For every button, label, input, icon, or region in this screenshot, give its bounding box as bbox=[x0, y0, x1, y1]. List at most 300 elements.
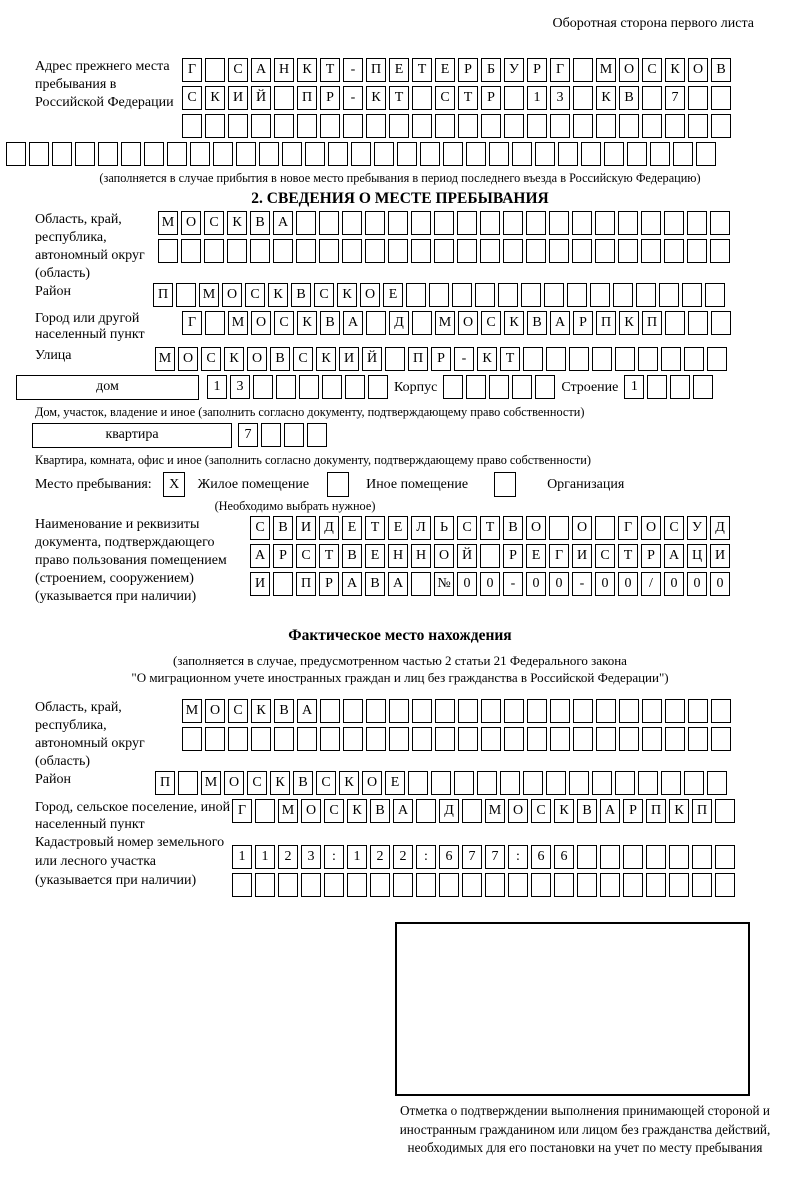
char-cell[interactable] bbox=[642, 114, 662, 138]
char-cell[interactable]: А bbox=[550, 311, 570, 335]
char-cell[interactable] bbox=[435, 114, 455, 138]
char-cell[interactable]: О bbox=[688, 58, 708, 82]
char-cell[interactable] bbox=[669, 873, 689, 897]
char-cell[interactable]: А bbox=[273, 211, 293, 235]
char-cell[interactable]: С bbox=[481, 311, 501, 335]
char-cell[interactable] bbox=[388, 211, 408, 235]
char-cell[interactable] bbox=[688, 114, 708, 138]
char-cell[interactable] bbox=[647, 375, 667, 399]
char-cell[interactable]: В bbox=[527, 311, 547, 335]
char-cell[interactable]: О bbox=[224, 771, 244, 795]
char-cell[interactable]: Е bbox=[388, 516, 408, 540]
char-cell[interactable] bbox=[665, 114, 685, 138]
char-cell[interactable]: С bbox=[531, 799, 551, 823]
char-cell[interactable]: 2 bbox=[393, 845, 413, 869]
char-cell[interactable] bbox=[642, 86, 662, 110]
char-cell[interactable]: Т bbox=[500, 347, 520, 371]
char-cell[interactable]: Т bbox=[618, 544, 638, 568]
char-cell[interactable] bbox=[182, 727, 202, 751]
char-cell[interactable]: О bbox=[301, 799, 321, 823]
char-cell[interactable] bbox=[255, 799, 275, 823]
char-cell[interactable] bbox=[688, 311, 708, 335]
char-cell[interactable]: - bbox=[572, 572, 592, 596]
char-cell[interactable] bbox=[75, 142, 95, 166]
char-cell[interactable]: А bbox=[343, 311, 363, 335]
char-cell[interactable] bbox=[411, 211, 431, 235]
char-cell[interactable]: П bbox=[153, 283, 173, 307]
char-cell[interactable] bbox=[485, 873, 505, 897]
char-cell[interactable]: С bbox=[293, 347, 313, 371]
char-cell[interactable] bbox=[642, 727, 662, 751]
char-cell[interactable]: К bbox=[297, 311, 317, 335]
char-cell[interactable] bbox=[711, 699, 731, 723]
char-cell[interactable]: М bbox=[278, 799, 298, 823]
char-cell[interactable]: П bbox=[642, 311, 662, 335]
char-cell[interactable] bbox=[596, 727, 616, 751]
char-cell[interactable] bbox=[434, 211, 454, 235]
char-cell[interactable]: К bbox=[227, 211, 247, 235]
char-cell[interactable] bbox=[684, 347, 704, 371]
char-cell[interactable] bbox=[707, 771, 727, 795]
char-cell[interactable] bbox=[397, 142, 417, 166]
char-cell[interactable] bbox=[623, 873, 643, 897]
char-cell[interactable] bbox=[324, 873, 344, 897]
char-cell[interactable]: Й bbox=[251, 86, 271, 110]
char-cell[interactable] bbox=[416, 799, 436, 823]
char-cell[interactable]: Г bbox=[549, 544, 569, 568]
char-cell[interactable] bbox=[523, 347, 543, 371]
char-cell[interactable] bbox=[693, 375, 713, 399]
char-cell[interactable] bbox=[480, 239, 500, 263]
char-cell[interactable] bbox=[558, 142, 578, 166]
char-cell[interactable]: Ь bbox=[434, 516, 454, 540]
char-cell[interactable]: 1 bbox=[232, 845, 252, 869]
char-cell[interactable] bbox=[642, 699, 662, 723]
checkbox-organization[interactable] bbox=[494, 472, 516, 497]
char-cell[interactable] bbox=[480, 544, 500, 568]
char-cell[interactable]: В bbox=[274, 699, 294, 723]
char-cell[interactable]: С bbox=[642, 58, 662, 82]
char-cell[interactable] bbox=[550, 727, 570, 751]
char-cell[interactable]: С bbox=[316, 771, 336, 795]
char-cell[interactable] bbox=[600, 845, 620, 869]
char-cell[interactable]: К bbox=[270, 771, 290, 795]
char-cell[interactable] bbox=[213, 142, 233, 166]
char-cell[interactable]: О bbox=[641, 516, 661, 540]
char-cell[interactable] bbox=[705, 283, 725, 307]
char-cell[interactable] bbox=[190, 142, 210, 166]
char-cell[interactable]: П bbox=[596, 311, 616, 335]
char-cell[interactable]: С bbox=[274, 311, 294, 335]
char-cell[interactable] bbox=[412, 727, 432, 751]
char-cell[interactable] bbox=[284, 423, 304, 447]
char-cell[interactable]: М bbox=[485, 799, 505, 823]
char-cell[interactable]: М bbox=[182, 699, 202, 723]
char-cell[interactable] bbox=[489, 375, 509, 399]
char-cell[interactable] bbox=[176, 283, 196, 307]
char-cell[interactable]: К bbox=[339, 771, 359, 795]
char-cell[interactable]: П bbox=[408, 347, 428, 371]
char-cell[interactable] bbox=[435, 727, 455, 751]
char-cell[interactable]: П bbox=[155, 771, 175, 795]
char-cell[interactable] bbox=[435, 699, 455, 723]
char-cell[interactable] bbox=[577, 873, 597, 897]
char-cell[interactable] bbox=[527, 699, 547, 723]
char-cell[interactable] bbox=[573, 86, 593, 110]
char-cell[interactable]: Г bbox=[182, 311, 202, 335]
char-cell[interactable]: С bbox=[296, 544, 316, 568]
char-cell[interactable]: О bbox=[222, 283, 242, 307]
char-cell[interactable] bbox=[411, 572, 431, 596]
char-cell[interactable] bbox=[523, 771, 543, 795]
char-cell[interactable] bbox=[604, 142, 624, 166]
char-cell[interactable]: В bbox=[370, 799, 390, 823]
char-cell[interactable]: Г bbox=[618, 516, 638, 540]
char-cell[interactable] bbox=[661, 347, 681, 371]
char-cell[interactable]: Т bbox=[458, 86, 478, 110]
char-cell[interactable]: С bbox=[228, 699, 248, 723]
char-cell[interactable] bbox=[546, 771, 566, 795]
char-cell[interactable]: М bbox=[435, 311, 455, 335]
char-cell[interactable]: К bbox=[669, 799, 689, 823]
char-cell[interactable] bbox=[569, 771, 589, 795]
char-cell[interactable] bbox=[535, 142, 555, 166]
char-cell[interactable] bbox=[204, 239, 224, 263]
char-cell[interactable] bbox=[692, 845, 712, 869]
char-cell[interactable]: 0 bbox=[710, 572, 730, 596]
char-cell[interactable] bbox=[236, 142, 256, 166]
char-cell[interactable] bbox=[416, 873, 436, 897]
char-cell[interactable] bbox=[370, 873, 390, 897]
char-cell[interactable] bbox=[466, 142, 486, 166]
char-cell[interactable] bbox=[282, 142, 302, 166]
char-cell[interactable]: Е bbox=[526, 544, 546, 568]
char-cell[interactable] bbox=[253, 375, 273, 399]
char-cell[interactable] bbox=[661, 771, 681, 795]
char-cell[interactable] bbox=[619, 114, 639, 138]
char-cell[interactable] bbox=[412, 86, 432, 110]
char-cell[interactable]: 6 bbox=[439, 845, 459, 869]
char-cell[interactable]: К bbox=[297, 58, 317, 82]
char-cell[interactable]: 6 bbox=[531, 845, 551, 869]
char-cell[interactable]: У bbox=[504, 58, 524, 82]
char-cell[interactable] bbox=[659, 283, 679, 307]
char-cell[interactable] bbox=[526, 239, 546, 263]
char-cell[interactable] bbox=[328, 142, 348, 166]
char-cell[interactable]: М bbox=[155, 347, 175, 371]
char-cell[interactable] bbox=[462, 799, 482, 823]
char-cell[interactable] bbox=[595, 211, 615, 235]
char-cell[interactable] bbox=[619, 727, 639, 751]
char-cell[interactable] bbox=[365, 239, 385, 263]
char-cell[interactable] bbox=[181, 239, 201, 263]
char-cell[interactable]: П bbox=[297, 86, 317, 110]
char-cell[interactable]: К bbox=[268, 283, 288, 307]
char-cell[interactable]: И bbox=[572, 544, 592, 568]
char-cell[interactable]: Т bbox=[412, 58, 432, 82]
char-cell[interactable] bbox=[707, 347, 727, 371]
char-cell[interactable]: - bbox=[503, 572, 523, 596]
char-cell[interactable] bbox=[696, 142, 716, 166]
char-cell[interactable] bbox=[592, 347, 612, 371]
char-cell[interactable] bbox=[481, 727, 501, 751]
char-cell[interactable]: 1 bbox=[347, 845, 367, 869]
char-cell[interactable]: 3 bbox=[230, 375, 250, 399]
char-cell[interactable] bbox=[475, 283, 495, 307]
char-cell[interactable] bbox=[638, 347, 658, 371]
char-cell[interactable] bbox=[646, 873, 666, 897]
char-cell[interactable]: С bbox=[250, 516, 270, 540]
char-cell[interactable] bbox=[205, 58, 225, 82]
char-cell[interactable]: Т bbox=[365, 516, 385, 540]
char-cell[interactable]: К bbox=[316, 347, 336, 371]
char-cell[interactable] bbox=[688, 699, 708, 723]
char-cell[interactable] bbox=[420, 142, 440, 166]
char-cell[interactable] bbox=[684, 771, 704, 795]
char-cell[interactable]: Д bbox=[439, 799, 459, 823]
char-cell[interactable] bbox=[389, 114, 409, 138]
char-cell[interactable]: В bbox=[273, 516, 293, 540]
char-cell[interactable]: 2 bbox=[278, 845, 298, 869]
char-cell[interactable] bbox=[596, 114, 616, 138]
char-cell[interactable] bbox=[429, 283, 449, 307]
char-cell[interactable] bbox=[205, 311, 225, 335]
char-cell[interactable]: Л bbox=[411, 516, 431, 540]
char-cell[interactable]: К bbox=[596, 86, 616, 110]
char-cell[interactable]: К bbox=[477, 347, 497, 371]
char-cell[interactable]: И bbox=[296, 516, 316, 540]
char-cell[interactable] bbox=[581, 142, 601, 166]
char-cell[interactable] bbox=[458, 727, 478, 751]
char-cell[interactable] bbox=[462, 873, 482, 897]
char-cell[interactable]: - bbox=[343, 58, 363, 82]
char-cell[interactable]: М bbox=[199, 283, 219, 307]
char-cell[interactable] bbox=[250, 239, 270, 263]
char-cell[interactable]: Е bbox=[385, 771, 405, 795]
char-cell[interactable]: И bbox=[228, 86, 248, 110]
char-cell[interactable]: Т bbox=[319, 544, 339, 568]
char-cell[interactable] bbox=[481, 699, 501, 723]
char-cell[interactable]: Б bbox=[481, 58, 501, 82]
char-cell[interactable]: С bbox=[245, 283, 265, 307]
char-cell[interactable]: М bbox=[596, 58, 616, 82]
char-cell[interactable]: Н bbox=[274, 58, 294, 82]
char-cell[interactable]: О bbox=[360, 283, 380, 307]
char-cell[interactable] bbox=[569, 347, 589, 371]
char-cell[interactable] bbox=[577, 845, 597, 869]
char-cell[interactable] bbox=[527, 727, 547, 751]
char-cell[interactable] bbox=[650, 142, 670, 166]
char-cell[interactable] bbox=[434, 239, 454, 263]
char-cell[interactable]: В bbox=[577, 799, 597, 823]
char-cell[interactable] bbox=[167, 142, 187, 166]
char-cell[interactable]: О bbox=[434, 544, 454, 568]
char-cell[interactable]: О bbox=[362, 771, 382, 795]
char-cell[interactable]: А bbox=[342, 572, 362, 596]
char-cell[interactable] bbox=[452, 283, 472, 307]
char-cell[interactable] bbox=[443, 142, 463, 166]
char-cell[interactable]: В bbox=[270, 347, 290, 371]
char-cell[interactable] bbox=[590, 283, 610, 307]
char-cell[interactable] bbox=[665, 699, 685, 723]
char-cell[interactable] bbox=[297, 727, 317, 751]
char-cell[interactable]: 7 bbox=[485, 845, 505, 869]
char-cell[interactable]: Р bbox=[573, 311, 593, 335]
char-cell[interactable] bbox=[687, 239, 707, 263]
char-cell[interactable] bbox=[366, 311, 386, 335]
char-cell[interactable] bbox=[573, 699, 593, 723]
char-cell[interactable]: А bbox=[250, 544, 270, 568]
char-cell[interactable]: С bbox=[247, 771, 267, 795]
char-cell[interactable] bbox=[549, 211, 569, 235]
char-cell[interactable] bbox=[669, 845, 689, 869]
char-cell[interactable]: С bbox=[664, 516, 684, 540]
char-cell[interactable]: Р bbox=[273, 544, 293, 568]
char-cell[interactable]: Ц bbox=[687, 544, 707, 568]
char-cell[interactable] bbox=[29, 142, 49, 166]
char-cell[interactable]: С bbox=[201, 347, 221, 371]
char-cell[interactable]: 3 bbox=[550, 86, 570, 110]
char-cell[interactable] bbox=[320, 699, 340, 723]
char-cell[interactable] bbox=[615, 771, 635, 795]
char-cell[interactable] bbox=[503, 239, 523, 263]
char-cell[interactable]: О bbox=[572, 516, 592, 540]
char-cell[interactable] bbox=[366, 114, 386, 138]
char-cell[interactable] bbox=[255, 873, 275, 897]
char-cell[interactable]: К bbox=[554, 799, 574, 823]
char-cell[interactable]: О bbox=[205, 699, 225, 723]
char-cell[interactable]: 0 bbox=[480, 572, 500, 596]
char-cell[interactable] bbox=[389, 727, 409, 751]
char-cell[interactable]: 0 bbox=[526, 572, 546, 596]
char-cell[interactable] bbox=[567, 283, 587, 307]
char-cell[interactable] bbox=[454, 771, 474, 795]
char-cell[interactable] bbox=[273, 572, 293, 596]
char-cell[interactable] bbox=[526, 211, 546, 235]
char-cell[interactable]: 3 bbox=[301, 845, 321, 869]
char-cell[interactable] bbox=[296, 239, 316, 263]
char-cell[interactable]: / bbox=[641, 572, 661, 596]
char-cell[interactable] bbox=[232, 873, 252, 897]
char-cell[interactable]: 1 bbox=[527, 86, 547, 110]
char-cell[interactable] bbox=[411, 239, 431, 263]
char-cell[interactable] bbox=[205, 114, 225, 138]
char-cell[interactable]: 0 bbox=[549, 572, 569, 596]
char-cell[interactable] bbox=[711, 727, 731, 751]
char-cell[interactable] bbox=[535, 375, 555, 399]
char-cell[interactable] bbox=[549, 239, 569, 263]
char-cell[interactable] bbox=[388, 239, 408, 263]
char-cell[interactable] bbox=[512, 142, 532, 166]
char-cell[interactable] bbox=[665, 311, 685, 335]
char-cell[interactable] bbox=[458, 114, 478, 138]
char-cell[interactable] bbox=[319, 239, 339, 263]
char-cell[interactable]: М bbox=[228, 311, 248, 335]
char-cell[interactable] bbox=[345, 375, 365, 399]
char-cell[interactable]: М bbox=[201, 771, 221, 795]
char-cell[interactable] bbox=[228, 114, 248, 138]
char-cell[interactable]: К bbox=[665, 58, 685, 82]
char-cell[interactable]: В bbox=[711, 58, 731, 82]
char-cell[interactable]: № bbox=[434, 572, 454, 596]
char-cell[interactable]: В bbox=[250, 211, 270, 235]
checkbox-other-premises[interactable] bbox=[327, 472, 349, 497]
char-cell[interactable] bbox=[618, 239, 638, 263]
char-cell[interactable]: В bbox=[291, 283, 311, 307]
char-cell[interactable]: - bbox=[454, 347, 474, 371]
char-cell[interactable]: К bbox=[366, 86, 386, 110]
char-cell[interactable]: А bbox=[251, 58, 271, 82]
char-cell[interactable]: М bbox=[158, 211, 178, 235]
char-cell[interactable] bbox=[251, 727, 271, 751]
char-cell[interactable]: В bbox=[619, 86, 639, 110]
char-cell[interactable]: Е bbox=[365, 544, 385, 568]
char-cell[interactable] bbox=[408, 771, 428, 795]
char-cell[interactable] bbox=[498, 283, 518, 307]
char-cell[interactable]: П bbox=[646, 799, 666, 823]
char-cell[interactable]: К bbox=[224, 347, 244, 371]
char-cell[interactable]: П bbox=[692, 799, 712, 823]
char-cell[interactable]: - bbox=[343, 86, 363, 110]
char-cell[interactable] bbox=[274, 727, 294, 751]
char-cell[interactable] bbox=[664, 239, 684, 263]
char-cell[interactable]: Р bbox=[623, 799, 643, 823]
char-cell[interactable]: 7 bbox=[665, 86, 685, 110]
char-cell[interactable] bbox=[613, 283, 633, 307]
char-cell[interactable]: А bbox=[600, 799, 620, 823]
char-cell[interactable]: : bbox=[508, 845, 528, 869]
char-cell[interactable]: У bbox=[687, 516, 707, 540]
char-cell[interactable] bbox=[592, 771, 612, 795]
char-cell[interactable]: Р bbox=[458, 58, 478, 82]
char-cell[interactable]: В bbox=[320, 311, 340, 335]
char-cell[interactable]: Р bbox=[481, 86, 501, 110]
char-cell[interactable]: 1 bbox=[207, 375, 227, 399]
char-cell[interactable] bbox=[711, 114, 731, 138]
char-cell[interactable]: Р bbox=[503, 544, 523, 568]
char-cell[interactable]: Р bbox=[319, 572, 339, 596]
char-cell[interactable] bbox=[572, 211, 592, 235]
char-cell[interactable]: С bbox=[324, 799, 344, 823]
char-cell[interactable]: А bbox=[297, 699, 317, 723]
char-cell[interactable] bbox=[178, 771, 198, 795]
char-cell[interactable]: И bbox=[339, 347, 359, 371]
char-cell[interactable] bbox=[319, 211, 339, 235]
char-cell[interactable] bbox=[618, 211, 638, 235]
char-cell[interactable] bbox=[527, 114, 547, 138]
char-cell[interactable] bbox=[342, 211, 362, 235]
char-cell[interactable] bbox=[299, 375, 319, 399]
char-cell[interactable] bbox=[227, 239, 247, 263]
char-cell[interactable] bbox=[351, 142, 371, 166]
char-cell[interactable] bbox=[261, 423, 281, 447]
char-cell[interactable] bbox=[504, 699, 524, 723]
char-cell[interactable] bbox=[320, 114, 340, 138]
char-cell[interactable]: Т bbox=[480, 516, 500, 540]
char-cell[interactable]: Д bbox=[389, 311, 409, 335]
char-cell[interactable]: Д bbox=[319, 516, 339, 540]
char-cell[interactable]: О bbox=[458, 311, 478, 335]
char-cell[interactable]: И bbox=[250, 572, 270, 596]
char-cell[interactable] bbox=[274, 114, 294, 138]
char-cell[interactable]: С bbox=[314, 283, 334, 307]
char-cell[interactable] bbox=[508, 873, 528, 897]
char-cell[interactable] bbox=[692, 873, 712, 897]
char-cell[interactable] bbox=[52, 142, 72, 166]
char-cell[interactable] bbox=[711, 311, 731, 335]
char-cell[interactable]: В bbox=[293, 771, 313, 795]
char-cell[interactable] bbox=[342, 239, 362, 263]
